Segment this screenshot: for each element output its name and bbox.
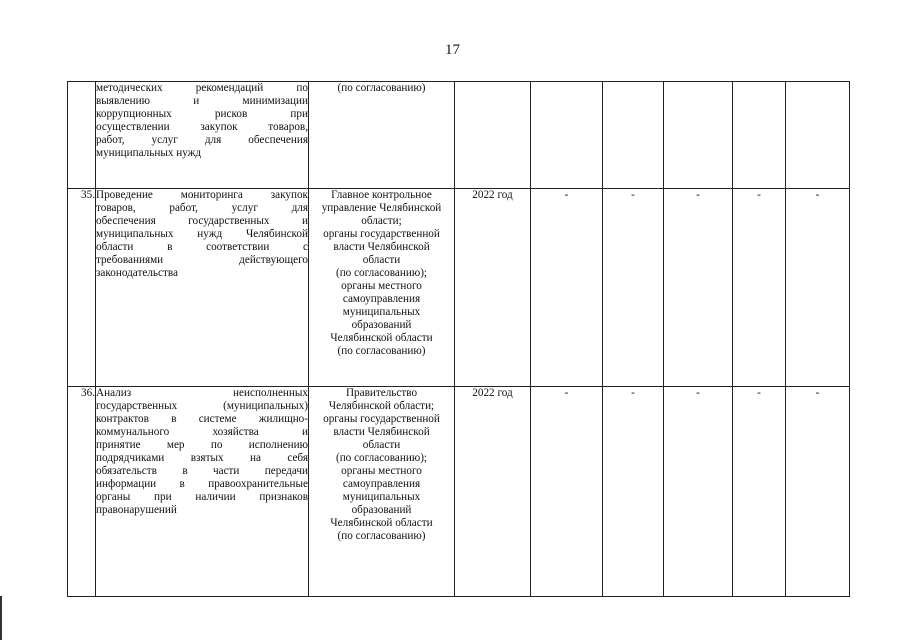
responsible-line: (по согласованию) (337, 345, 426, 357)
row-number (68, 82, 96, 189)
measure-description (96, 189, 309, 387)
responsible-line: муниципальных (342, 306, 421, 318)
description-line: методических рекомендаций по (96, 82, 308, 94)
measure-description (96, 82, 309, 189)
description-line: государственных (муниципальных) (96, 400, 308, 412)
description-line: обязательств в части передачи (96, 465, 308, 477)
responsible-line: Челябинской области; (328, 400, 435, 412)
table-body (68, 82, 850, 597)
indicator-value: - (603, 387, 664, 597)
indicator-value (603, 82, 664, 189)
responsible-line: органы государственной (323, 413, 440, 425)
description-line: Анализ неисполненных (96, 387, 308, 399)
responsible-line: (по согласованию) (337, 82, 426, 94)
responsible-line: (по согласованию) (337, 530, 426, 542)
measures-table (67, 81, 850, 597)
responsible-line: управление Челябинской (321, 202, 442, 214)
indicator-value (664, 82, 733, 189)
responsible-line: власти Челябинской (333, 426, 430, 438)
table-row (68, 189, 850, 387)
responsible-line: области (362, 254, 401, 266)
description-line: законодательства (96, 267, 178, 279)
indicator-value: - (733, 189, 786, 387)
measure-description (96, 387, 309, 597)
description-line: информации в правоохранительные (96, 478, 308, 490)
responsible-line: (по согласованию); (335, 452, 428, 464)
indicator-value (531, 82, 603, 189)
responsible-executors (309, 387, 455, 597)
responsible-line: органы государственной (323, 228, 440, 240)
row-number: 36. (68, 387, 96, 597)
description-line: Проведение мониторинга закупок (96, 189, 308, 201)
responsible-line: области; (361, 215, 402, 227)
responsible-line: (по согласованию); (335, 267, 428, 279)
description-line: принятие мер по исполнению (96, 439, 308, 451)
page-number: 17 (445, 42, 460, 58)
table-row (68, 387, 850, 597)
table-row (68, 82, 850, 189)
indicator-value: - (786, 189, 850, 387)
responsible-line: самоуправления (342, 478, 421, 490)
indicator-value: - (531, 189, 603, 387)
scan-edge-mark (0, 596, 2, 640)
responsible-line: Челябинской области (330, 517, 433, 529)
description-line: осуществлении закупок товаров, (96, 121, 308, 133)
responsible-executors (309, 189, 455, 387)
execution-term: 2022 год (455, 189, 531, 387)
description-line: товаров, работ, услуг для (96, 202, 308, 214)
indicator-value: - (664, 189, 733, 387)
description-line: муниципальных нужд (96, 147, 202, 159)
description-line: коммунального хозяйства и (96, 426, 308, 438)
description-line: муниципальных нужд Челябинской (96, 228, 308, 240)
description-line: выявлению и минимизации (96, 95, 308, 107)
responsible-line: образований (351, 504, 412, 516)
responsible-line: Главное контрольное (331, 189, 432, 201)
responsible-line: самоуправления (342, 293, 421, 305)
execution-term: 2022 год (455, 387, 531, 597)
description-line: правонарушений (96, 504, 177, 516)
indicator-value: - (603, 189, 664, 387)
responsible-line: муниципальных (342, 491, 421, 503)
indicator-value: - (733, 387, 786, 597)
responsible-line: органы местного (341, 465, 422, 477)
indicator-value (733, 82, 786, 189)
responsible-line: Челябинской области (330, 332, 433, 344)
description-line: требованиями действующего (96, 254, 308, 266)
indicator-value: - (664, 387, 733, 597)
description-line: органы при наличии признаков (96, 491, 308, 503)
responsible-executors (309, 82, 455, 189)
row-number: 35. (68, 189, 96, 387)
indicator-value: - (531, 387, 603, 597)
execution-term (455, 82, 531, 189)
description-line: обеспечения государственных и (96, 215, 308, 227)
indicator-value: - (786, 387, 850, 597)
responsible-line: власти Челябинской (333, 241, 430, 253)
description-line: подрядчиками взятых на себя (96, 452, 308, 464)
description-line: работ, услуг для обеспечения (96, 134, 308, 146)
description-line: области в соответствии с (96, 241, 308, 253)
indicator-value (786, 82, 850, 189)
responsible-line: образований (351, 319, 412, 331)
responsible-line: Правительство (345, 387, 418, 399)
responsible-line: органы местного (341, 280, 422, 292)
description-line: коррупционных рисков при (96, 108, 308, 120)
description-line: контрактов в системе жилищно- (96, 413, 308, 425)
responsible-line: области (362, 439, 401, 451)
